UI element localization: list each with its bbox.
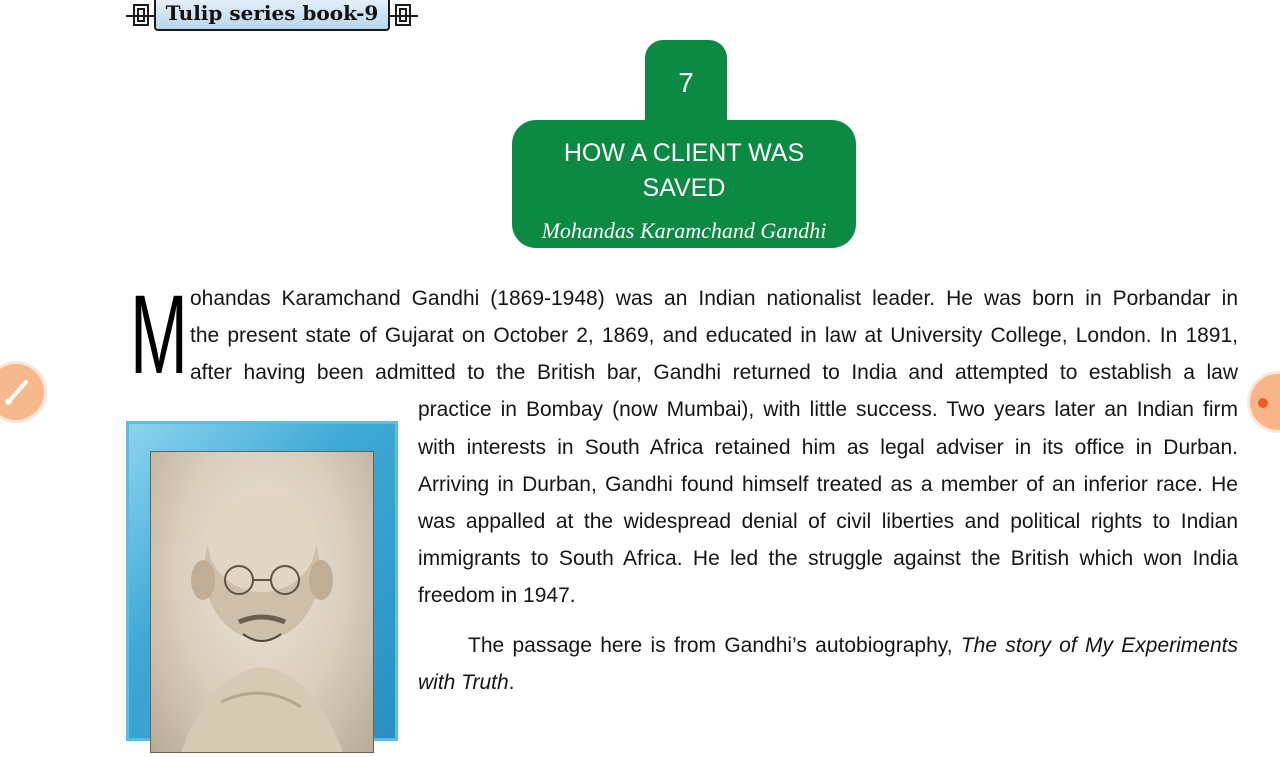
intro-line: Arriving in Durban, Gandhi found himself treated as a member of an inferior race. He [418,473,1238,496]
intro-line: immigrants to South Africa. He led the struggle against the British which won India [418,547,1238,570]
intro-line: practice in Bombay (now Mumbai), with little success. Two years later an Indian firm [418,398,1238,421]
chapter-title-line: SAVED [642,174,726,202]
intro-line: ohandas Karamchand Gandhi (1869-1948) was an Indian nationalist leader. He was born in Porbandar in [190,287,1238,310]
intro-line: after having been admitted to the British bar, Gandhi returned to India and attempted to establish a law [190,361,1238,384]
drop-cap: M [130,272,188,397]
gandhi-portrait [150,451,374,753]
intro-line: freedom in 1947. [418,584,576,607]
intro-line: the present state of Gujarat on October 2, 1869, and educated in law at University College, London. In 1891, [190,324,1238,347]
chapter-number: 7 [645,40,727,125]
book-title: The story of My Experiments [960,634,1238,657]
chapter-title-line: HOW A CLIENT WAS [563,139,805,167]
passage-note-line [418,664,514,701]
intro-line: was appalled at the widespread denial of civil liberties and political rights to Indian [418,510,1238,533]
book-title: with Truth [418,671,509,694]
intro-line: with interests in South Africa retained him as legal adviser in its office in Durban. [418,436,1238,459]
portrait-image [151,452,373,752]
passage-note-line [468,627,1238,664]
portrait-frame [126,421,398,741]
annotate-float-button[interactable] [0,364,44,420]
passage-note-text: . [508,671,515,694]
passage-note-text: The passage here is from Gandhi’s autobiography, [468,634,961,657]
brush-icon [0,364,44,420]
record-icon [1258,398,1268,408]
series-title: Tulip series book-9 [154,0,390,31]
chapter-author: Mohandas Karamchand Gandhi [541,218,827,243]
